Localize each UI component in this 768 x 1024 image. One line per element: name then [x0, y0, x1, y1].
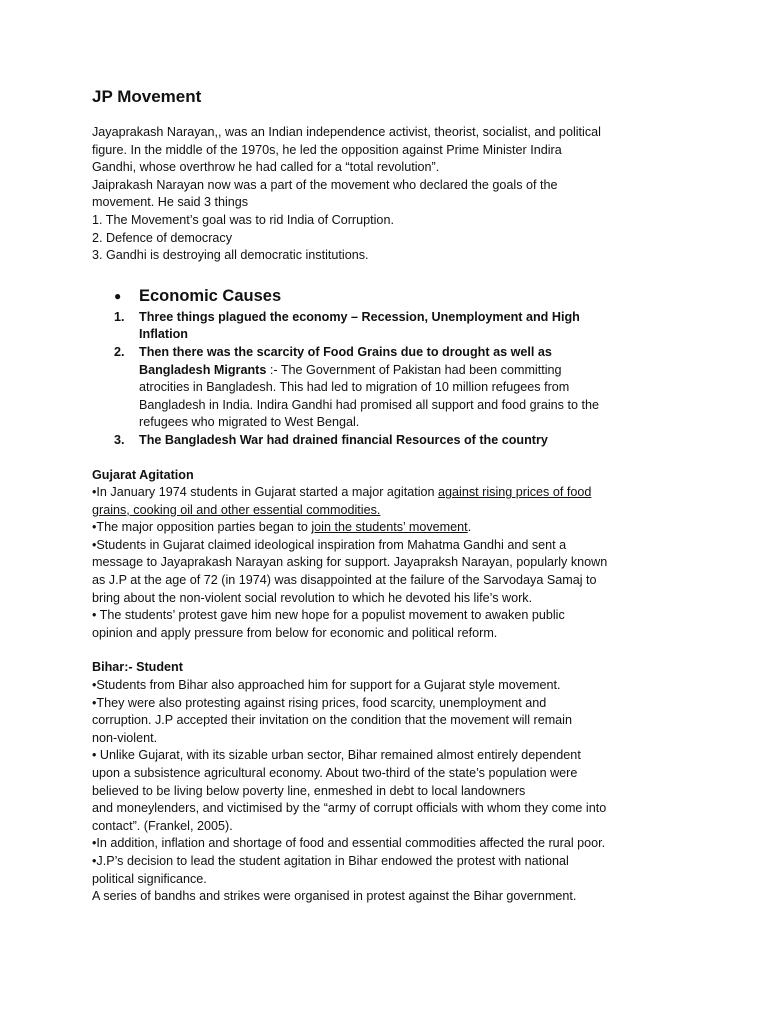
economic-causes-list	[92, 309, 682, 450]
bihar-line: and moneylenders, and victimised by the “army of corrupt officials with whom they come into	[92, 801, 607, 816]
list-number: 2.	[114, 344, 125, 359]
bihar-paragraph	[92, 677, 682, 906]
gujarat-line: message to Jayaprakash Narayan asking for support. Jayapraksh Narayan, popularly known	[92, 555, 608, 570]
bihar-heading: Bihar:- Student	[92, 660, 183, 675]
bihar-line: A series of bandhs and strikes were organised in protest against the Bihar government.	[92, 889, 577, 904]
bihar-line: political significance.	[92, 871, 207, 886]
bihar-line: corruption. J.P accepted their invitation on the condition that the movement will remain	[92, 713, 572, 728]
intro-line: figure. In the middle of the 1970s, he led the opposition against Prime Minister Indira	[92, 142, 562, 157]
underlined-text: join the students’ movement	[311, 520, 468, 535]
list-number: 1.	[114, 309, 125, 324]
cause-line: Bangladesh in India. Indira Gandhi had promised all support and food grains to the	[139, 397, 599, 412]
intro-line: Gandhi, whose overthrow he had called for a “total revolution”.	[92, 160, 440, 175]
cause-line	[139, 362, 682, 380]
underlined-text: grains, cooking oil and other essential commodities.	[92, 502, 381, 517]
intro-line: 1. The Movement’s goal was to rid India of Corruption.	[92, 212, 394, 227]
cause-line: The Bangladesh War had drained financial Resources of the country	[139, 432, 548, 447]
bihar-line: • Unlike Gujarat, with its sizable urban sector, Bihar remained almost entirely dependent	[92, 748, 581, 763]
cause-line: Then there was the scarcity of Food Grains due to drought as well as	[139, 344, 552, 359]
gujarat-text: •The major opposition parties began to	[92, 520, 312, 535]
list-item	[92, 309, 682, 344]
gujarat-paragraph	[92, 484, 682, 642]
gujarat-line	[92, 519, 682, 537]
intro-line: 2. Defence of democracy	[92, 230, 233, 245]
gujarat-line: opinion and apply pressure from below for economic and political reform.	[92, 625, 498, 640]
bihar-line: •In addition, inflation and shortage of food and essential commodities affected the rural poor.	[92, 836, 606, 851]
gujarat-line	[92, 502, 682, 520]
bihar-line: •J.P’s decision to lead the student agitation in Bihar endowed the protest with national	[92, 853, 569, 868]
economic-causes-title: Economic Causes	[139, 286, 282, 305]
bihar-line: •They were also protesting against rising prices, food scarcity, unemployment and	[92, 695, 547, 710]
gujarat-text: .	[467, 520, 472, 535]
bihar-line: contact”. (Frankel, 2005).	[92, 818, 233, 833]
gujarat-line: • The students’ protest gave him new hope for a populist movement to awaken public	[92, 608, 565, 623]
bihar-line: •Students from Bihar also approached him for support for a Gujarat style movement.	[92, 678, 561, 693]
cause-line: refugees who migrated to West Bengal.	[139, 415, 360, 430]
gujarat-line: •Students in Gujarat claimed ideological inspiration from Mahatma Gandhi and sent a	[92, 537, 567, 552]
gujarat-line: bring about the non-violent social revolution to which he devoted his life’s work.	[92, 590, 533, 605]
gujarat-heading: Gujarat Agitation	[92, 467, 194, 482]
list-number: 3.	[114, 432, 125, 447]
bihar-line: believed to be living below poverty line, enmeshed in debt to local landowners	[92, 783, 526, 798]
gujarat-line	[92, 484, 682, 502]
bihar-line: non-violent.	[92, 730, 158, 745]
cause-line: Three things plagued the economy – Recession, Unemployment and High	[139, 309, 580, 324]
intro-line: 3. Gandhi is destroying all democratic institutions.	[92, 248, 369, 263]
gujarat-line: as J.P at the age of 72 (in 1974) was disappointed at the failure of the Sarvodaya Samaj to	[92, 573, 597, 588]
gujarat-text: •In January 1974 students in Gujarat started a major agitation	[92, 485, 439, 500]
list-item	[92, 432, 682, 450]
document-page	[92, 86, 682, 906]
cause-line: atrocities in Bangladesh. This had led to migration of 10 million refugees from	[139, 380, 570, 395]
bullet-icon: ●	[114, 288, 122, 303]
intro-line: Jaiprakash Narayan now was a part of the movement who declared the goals of the	[92, 177, 558, 192]
bihar-line: upon a subsistence agricultural economy. About two-third of the state’s population were	[92, 766, 578, 780]
economic-causes-heading	[92, 285, 682, 307]
cause-bold-text: Bangladesh Migrants	[139, 362, 267, 377]
cause-text: :- The Government of Pakistan had been committing	[266, 362, 562, 377]
underlined-text: against rising prices of food	[438, 485, 592, 500]
cause-line: Inflation	[139, 327, 188, 342]
page-title: JP Movement	[92, 87, 202, 106]
list-item	[92, 344, 682, 432]
intro-line: movement. He said 3 things	[92, 195, 249, 210]
intro-line: Jayaprakash Narayan,, was an Indian independence activist, theorist, socialist, and political	[92, 125, 601, 139]
intro-paragraph	[92, 124, 682, 265]
